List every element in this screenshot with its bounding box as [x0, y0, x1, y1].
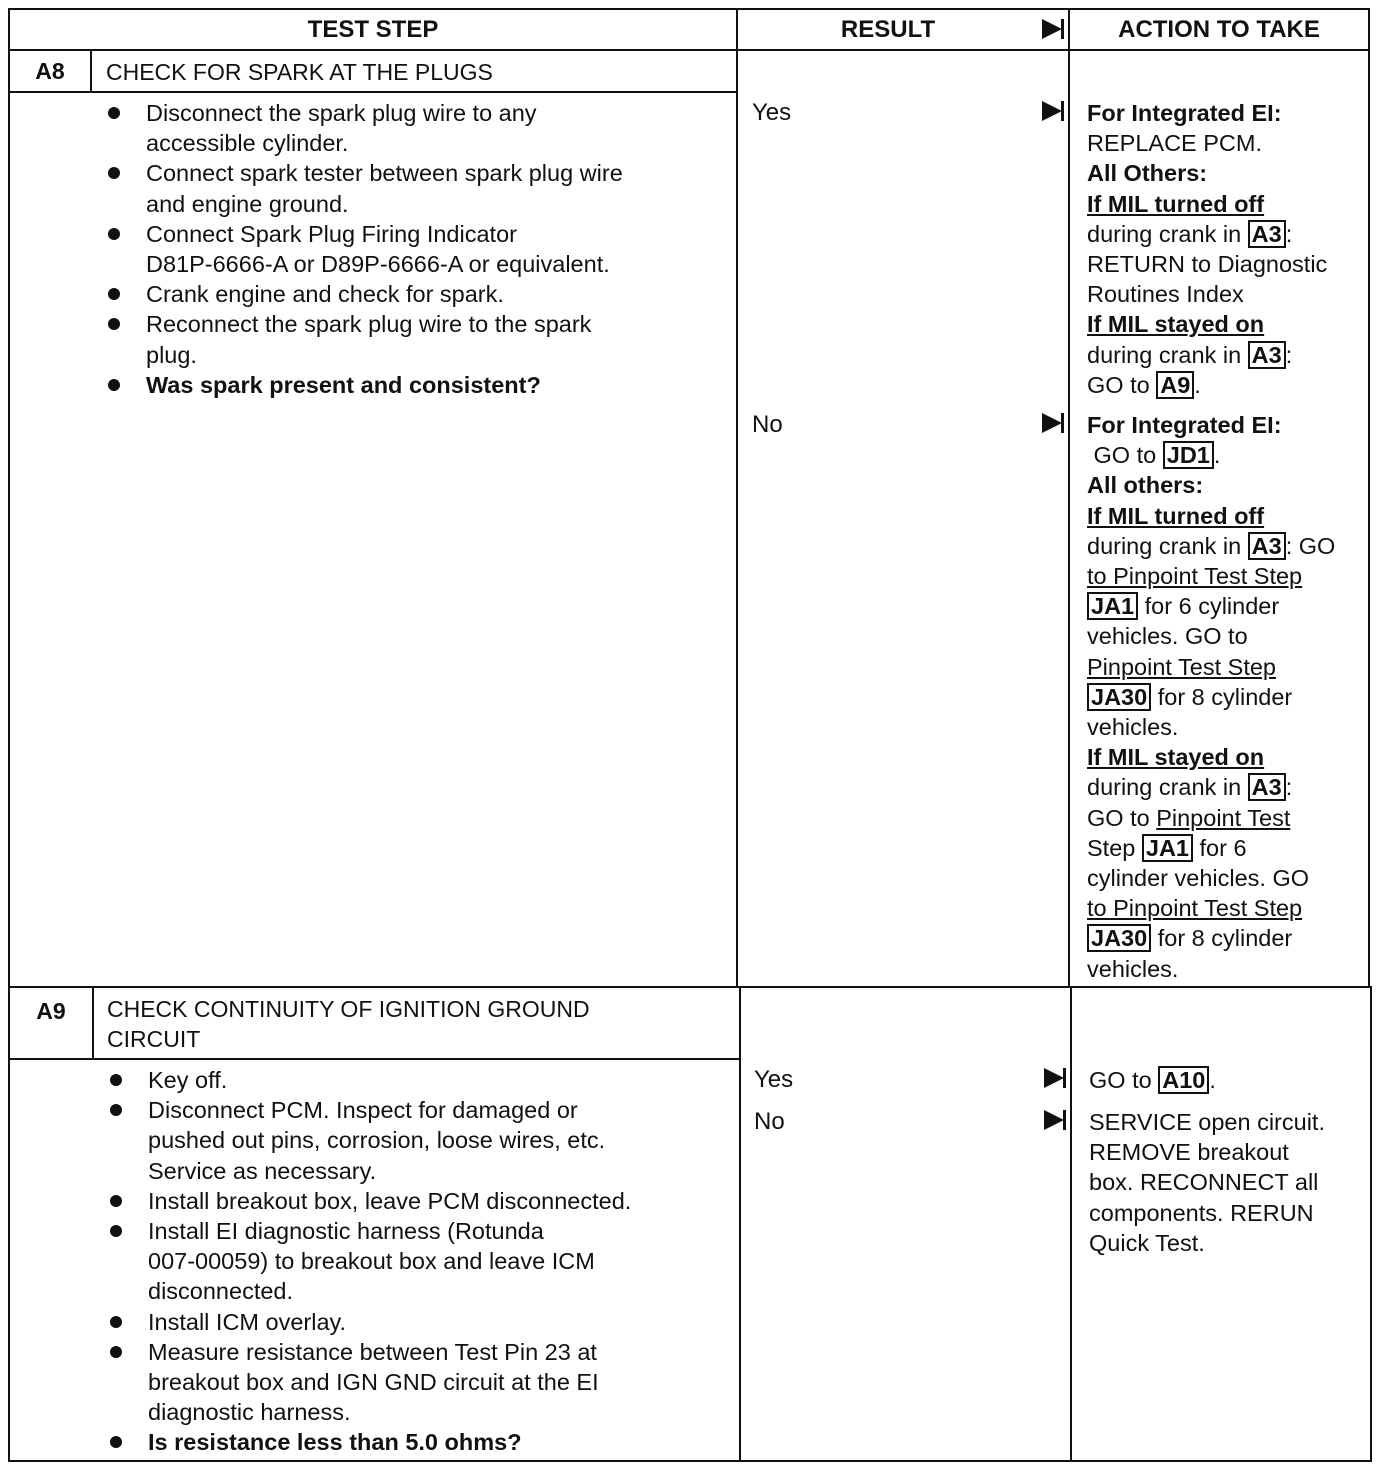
step-id-a8: A8 — [35, 58, 65, 84]
a9-result-yes: Yes — [754, 1066, 794, 1093]
a8-right-border — [1368, 8, 1370, 988]
step-title-a9-line2: CIRCUIT — [107, 1026, 201, 1052]
list-item: Key off. — [107, 1065, 631, 1095]
action-text: for 6 cylinder — [1138, 593, 1280, 620]
header-test-step: TEST STEP — [307, 16, 439, 43]
a9-question: Is resistance less than 5.0 ohms? — [107, 1427, 631, 1457]
action-line — [1087, 652, 1335, 682]
action-text: If MIL stayed on — [1087, 744, 1265, 771]
result-arrow-icon — [1042, 101, 1062, 121]
a8-title-divider — [8, 91, 738, 93]
action-text: components. RERUN — [1089, 1199, 1314, 1226]
action-line — [1087, 561, 1335, 591]
action-text: RETURN to Diagnostic — [1087, 251, 1328, 278]
action-text: REMOVE breakout — [1089, 1139, 1289, 1166]
list-item: Connect Spark Plug Firing Indicator D81P-6666-A or D89P-6666-A or equivalent. — [105, 219, 623, 279]
action-text: Quick Test. — [1089, 1229, 1205, 1256]
action-line — [1087, 189, 1327, 219]
action-text: All others: — [1087, 472, 1204, 499]
action-line — [1087, 249, 1327, 279]
list-item: Measure resistance between Test Pin 23 at breakout box and IGN GND circuit at the EI diagnostic harness. — [107, 1337, 631, 1428]
action-text: Routines Index — [1087, 281, 1244, 308]
a8-result-divider — [736, 8, 738, 988]
action-text: . — [1209, 1067, 1216, 1093]
action-line — [1087, 98, 1327, 128]
a8-no-action — [1087, 410, 1335, 984]
action-line — [1087, 158, 1327, 188]
table-left-border — [8, 8, 10, 1462]
step-reference-box: JD1 — [1163, 441, 1214, 469]
a8-question: Was spark present and consistent? — [105, 370, 623, 400]
list-item: Disconnect the spark plug wire to any accessible cylinder. — [105, 98, 623, 158]
table-bottom-border — [8, 1460, 1372, 1462]
action-text: GO to — [1087, 442, 1163, 469]
a8-result-yes: Yes — [752, 99, 792, 126]
list-item: Crank engine and check for spark. — [105, 279, 623, 309]
action-text: for 6 — [1193, 834, 1247, 861]
action-text: vehicles. — [1087, 955, 1179, 982]
action-text: If MIL turned off — [1087, 502, 1265, 529]
list-item: Install EI diagnostic harness (Rotunda 007-00059) to breakout box and leave ICM disconnected. — [107, 1216, 631, 1307]
action-line — [1087, 954, 1335, 984]
list-item: Reconnect the spark plug wire to the spark plug. — [105, 309, 623, 369]
action-line — [1087, 863, 1335, 893]
action-line — [1087, 501, 1335, 531]
a9-title-divider — [8, 1058, 740, 1060]
action-line — [1087, 833, 1335, 863]
action-text: REPLACE PCM. — [1087, 130, 1262, 157]
header-result: RESULT — [840, 16, 936, 43]
action-line — [1087, 340, 1327, 370]
a9-result-no: No — [754, 1108, 785, 1135]
step-id-a9: A9 — [36, 998, 66, 1024]
step-reference-box: JA1 — [1142, 834, 1193, 862]
action-line — [1087, 712, 1335, 742]
list-item: Install breakout box, leave PCM disconnected. — [107, 1186, 631, 1216]
a9-yes-action — [1089, 1065, 1216, 1095]
step-reference-box: A10 — [1158, 1066, 1209, 1094]
action-text: vehicles. GO to — [1087, 623, 1248, 650]
action-text: Pinpoint Test Step — [1087, 653, 1276, 680]
action-line — [1087, 470, 1335, 500]
action-text: : GO — [1285, 532, 1336, 559]
action-line — [1087, 621, 1335, 651]
a8-result-no: No — [752, 411, 783, 438]
action-line — [1089, 1167, 1325, 1197]
action-text: for 8 cylinder — [1151, 925, 1293, 952]
action-text: Step — [1087, 834, 1142, 861]
action-line — [1087, 772, 1335, 802]
a8-action-divider — [1068, 8, 1070, 988]
action-text: GO to — [1087, 371, 1157, 398]
a9-id-divider — [92, 986, 94, 1060]
action-text: : — [1285, 220, 1293, 247]
action-line — [1087, 803, 1335, 833]
action-line — [1087, 440, 1335, 470]
step-reference-box: A9 — [1156, 371, 1194, 399]
action-line — [1089, 1065, 1216, 1095]
action-text: cylinder vehicles. GO — [1087, 865, 1310, 892]
action-text: to Pinpoint Test Step — [1087, 895, 1303, 922]
action-line — [1087, 923, 1335, 953]
list-item: Connect spark tester between spark plug wire and engine ground. — [105, 158, 623, 218]
a9-action-divider — [1070, 986, 1072, 1462]
header-action: ACTION TO TAKE — [1118, 16, 1320, 43]
step-reference-box: A3 — [1248, 532, 1286, 560]
result-arrow-icon — [1044, 1068, 1064, 1088]
a8-bullet-list — [105, 98, 623, 400]
step-reference-box: JA30 — [1087, 924, 1151, 952]
header-arrow-icon — [1042, 19, 1062, 39]
step-reference-box: A3 — [1248, 773, 1286, 801]
result-arrow-icon — [1042, 413, 1062, 433]
action-text: GO to — [1087, 804, 1157, 831]
action-line — [1089, 1107, 1325, 1137]
action-text: box. RECONNECT all — [1089, 1169, 1319, 1196]
action-text: Pinpoint Test — [1156, 804, 1291, 831]
action-line — [1087, 410, 1335, 440]
step-reference-box: A3 — [1248, 341, 1286, 369]
action-line — [1087, 742, 1335, 772]
step-title-a9-line1: CHECK CONTINUITY OF IGNITION GROUND — [107, 996, 590, 1022]
action-line — [1089, 1198, 1325, 1228]
action-line — [1087, 309, 1327, 339]
action-text: to Pinpoint Test Step — [1087, 563, 1303, 590]
action-text: All Others: — [1087, 160, 1208, 187]
a8-id-divider — [90, 49, 92, 93]
result-arrow-icon — [1044, 1110, 1064, 1130]
action-text: during crank in — [1087, 532, 1248, 559]
action-line — [1087, 128, 1327, 158]
step-reference-box: JA30 — [1087, 683, 1151, 711]
action-text: : — [1285, 774, 1293, 801]
action-line — [1087, 591, 1335, 621]
action-line — [1087, 219, 1327, 249]
action-text: : — [1285, 341, 1293, 368]
action-text: If MIL stayed on — [1087, 311, 1265, 338]
action-text: For Integrated EI: — [1087, 100, 1282, 126]
action-text: during crank in — [1087, 341, 1248, 368]
a9-bullet-list — [107, 1065, 631, 1458]
action-text: If MIL turned off — [1087, 190, 1265, 217]
action-text: during crank in — [1087, 774, 1248, 801]
action-line — [1089, 1228, 1325, 1258]
action-text: For Integrated EI: — [1087, 412, 1282, 438]
action-text: SERVICE open circuit. — [1089, 1109, 1325, 1135]
action-line — [1089, 1137, 1325, 1167]
action-text: vehicles. — [1087, 714, 1179, 741]
action-text: . — [1194, 371, 1201, 398]
a9-no-action — [1089, 1107, 1325, 1258]
action-text: GO to — [1089, 1067, 1159, 1093]
action-line — [1087, 279, 1327, 309]
action-line — [1087, 893, 1335, 923]
list-item: Install ICM overlay. — [107, 1307, 631, 1337]
action-line — [1087, 370, 1327, 400]
step-title-a8: CHECK FOR SPARK AT THE PLUGS — [106, 59, 493, 85]
action-text: . — [1213, 442, 1221, 469]
action-line — [1087, 682, 1335, 712]
action-text: for 8 cylinder — [1151, 683, 1293, 710]
step-reference-box: JA1 — [1087, 592, 1138, 620]
a8-yes-action — [1087, 98, 1327, 400]
a9-right-border — [1370, 986, 1372, 1462]
action-text: during crank in — [1087, 220, 1248, 247]
row-divider — [8, 986, 1372, 988]
step-reference-box: A3 — [1248, 220, 1286, 248]
list-item: Disconnect PCM. Inspect for damaged or pushed out pins, corrosion, loose wires, etc. Service as necessary. — [107, 1095, 631, 1186]
action-line — [1087, 531, 1335, 561]
a9-result-divider — [739, 986, 741, 1462]
